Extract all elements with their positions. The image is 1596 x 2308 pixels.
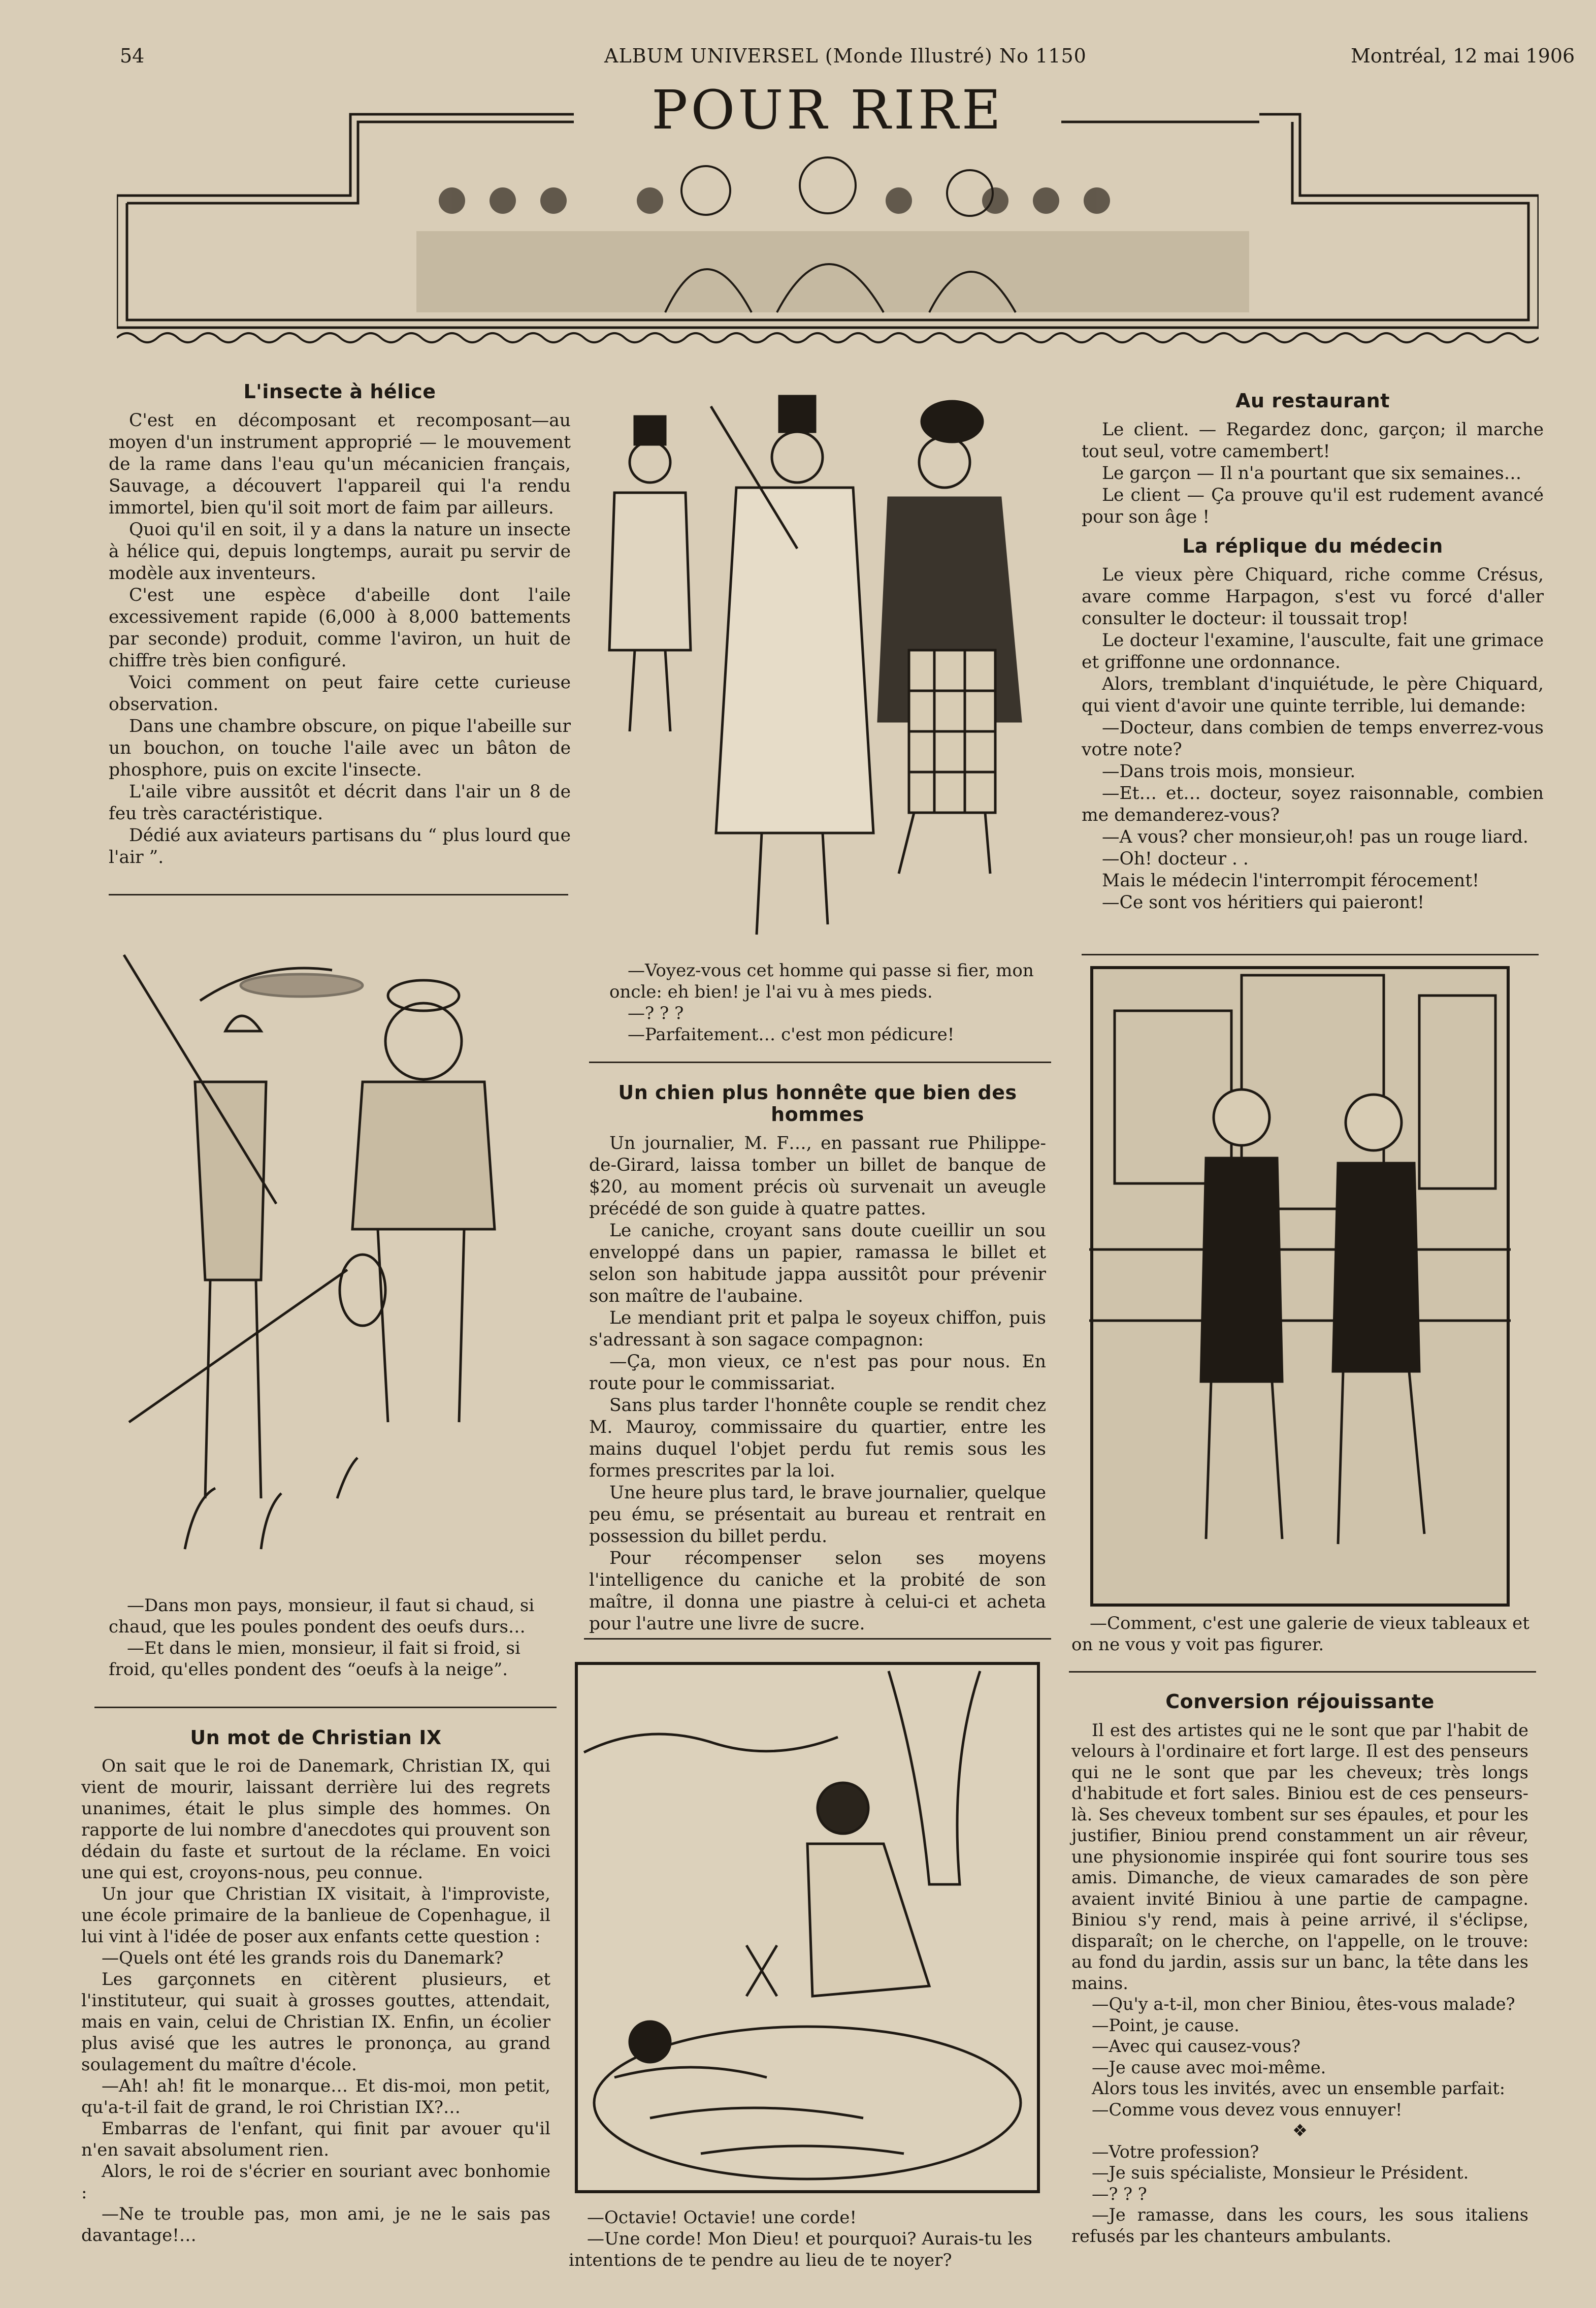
caption-line: —Parfaitement… c'est mon pédicure! (628, 1024, 955, 1045)
article-restaurant (1082, 390, 1544, 914)
paragraph: Le client — Ça prouve qu'il est rudement avancé pour son âge ! (1082, 485, 1544, 527)
caption-line: —Une corde! Mon Dieu! et pourquoi? Aurais-tu les intentions de te pendre au lieu de te noyer? (569, 2229, 1032, 2270)
article-title: Un chien plus honnête que bien des hommes (618, 1081, 1017, 1126)
paragraph: Alors tous les invités, avec un ensemble parfait: (1092, 2078, 1506, 2098)
caption-line: —? ? ? (628, 1003, 684, 1023)
section-title: POUR RIRE (652, 79, 1004, 141)
paragraph: Voici comment on peut faire cette curieuse observation. (109, 672, 571, 715)
page-number: 54 (120, 45, 145, 67)
article-insecte (109, 381, 571, 869)
paragraph: Sans plus tarder l'honnête couple se rendit chez M. Mauroy, commissaire du quartier, entre les mains duquel l'objet perdu fut remis sous les formes prescrites par la loi. (589, 1395, 1046, 1481)
paragraph: —Votre profession? (1092, 2141, 1259, 2162)
paragraph: Un jour que Christian IX visitait, à l'improviste, une école primaire de la banlieue de Copenhague, il lui vint à l'idée de poser aux enfants cette question : (81, 1884, 550, 1947)
paragraph: —Docteur, dans combien de temps enverrez-vous votre note? (1082, 718, 1544, 760)
paragraph: —Je ramasse, dans les cours, les sous italiens refusés par les chanteurs ambulants. (1071, 2205, 1528, 2246)
paragraph: Une heure plus tard, le brave journalier, quelque peu ému, se présentait au bureau et rentrait en possession du billet perdu. (589, 1483, 1046, 1547)
paragraph: Pour récompenser selon ses moyens l'intelligence du caniche et la probité de son maître, il donna une piastre à celui-ci et acheta pour l'autre une livre de sucre. (589, 1548, 1046, 1634)
caption-hunter (109, 1595, 556, 1680)
paragraph: C'est une espèce d'abeille dont l'aile excessivement rapide (6,000 à 8,000 battements par seconde) produit, comme l'aviron, un huit de chiffre très bien configuré. (109, 585, 571, 671)
paragraph: —Dans trois mois, monsieur. (1102, 761, 1356, 782)
paragraph: Quoi qu'il en soit, il y a dans la nature un insecte à hélice qui, depuis longtemps, aurait pu servir de modèle aux inventeurs. (109, 520, 571, 584)
column-rule (94, 1707, 557, 1708)
column-rule (584, 1638, 1051, 1640)
caption-line: —Comment, c'est une galerie de vieux tableaux et on ne vous y voit pas figurer. (1071, 1613, 1529, 1655)
paragraph: Dédié aux aviateurs partisans du “ plus lourd que l'air ”. (109, 825, 571, 868)
paragraph: —Oh! docteur . . (1102, 849, 1249, 869)
cartoon-drawing (574, 1661, 1041, 2194)
article-conversion (1071, 1691, 1528, 2247)
paragraph: Mais le médecin l'interrompit férocement! (1102, 871, 1479, 891)
caption-gallery (1071, 1613, 1539, 1655)
article-title: Au restaurant (1235, 390, 1390, 412)
article-title: Un mot de Christian IX (190, 1726, 442, 1749)
paragraph: Les garçonnets en citèrent plusieurs, et l'instituteur, qui suait à grosses gouttes, attendait, mais en vain, celui de Christian IX. Enfin, un écolier plus avisé que les autres le prononça, au grand soulagement du maître d'école. (81, 1969, 550, 2075)
article-christian-ix (81, 1727, 550, 2246)
publication-title: ALBUM UNIVERSEL (Monde Illustré) No 1150 (604, 45, 1087, 67)
paragraph: Le garçon — Il n'a pourtant que six semaines… (1102, 463, 1522, 484)
paragraph: —A vous? cher monsieur,oh! pas un rouge liard. (1102, 827, 1528, 847)
illustration-octavie (574, 1661, 1041, 2194)
article-title: Conversion réjouissante (1165, 1690, 1435, 1713)
caption-line: —Et dans le mien, monsieur, il fait si froid, si froid, qu'elles pondent des “oeufs à la neige”. (109, 1638, 520, 1680)
column-rule (1082, 954, 1539, 955)
paragraph: Le caniche, croyant sans doute cueillir un sou enveloppé dans un papier, ramassa le billet et selon son habitude jappa aussitôt pour prévenir son maître de l'aubaine. (589, 1221, 1046, 1306)
paragraph: Alors, tremblant d'inquiétude, le père Chiquard, qui vient d'avoir une quinte terrible, lui demande: (1082, 674, 1544, 716)
column-rule (589, 1062, 1051, 1063)
article-title: L'insecte à hélice (243, 380, 436, 403)
caption-line: —Voyez-vous cet homme qui passe si fier, mon oncle: eh bien! je l'ai vu à mes pieds. (609, 960, 1034, 1002)
paragraph: On sait que le roi de Danemark, Christian IX, qui vient de mourir, laissant derrière lui des regrets unanimes, était le plus simple des hommes. On rapporte de lui nombre d'anecdotes qui prouvent son dédain du faste et surtout de la réclame. En voici une qui est, croyons-nous, peu connue. (81, 1756, 550, 1883)
paragraph: Le vieux père Chiquard, riche comme Crésus, avare comme Harpagon, s'est vu forcé d'aller consulter le docteur: il toussait trop! (1082, 565, 1544, 629)
paragraph: —Et… et… docteur, soyez raisonnable, combien me demanderez-vous? (1082, 783, 1544, 825)
paragraph: —Je suis spécialiste, Monsieur le Président. (1092, 2163, 1469, 2183)
paragraph: Un journalier, M. F…, en passant rue Philippe-de-Girard, laissa tomber un billet de banque de $20, au moment précis où survenait un aveugle précédé de son guide à quatre pattes. (589, 1133, 1046, 1219)
caption-line: —Octavie! Octavie! une corde! (587, 2207, 857, 2228)
column-rule (109, 894, 568, 895)
paragraph: —Ah! ah! fit le monarque… Et dis-moi, mon petit, qu'a-t-il fait de grand, le roi Christian IX?… (81, 2076, 550, 2118)
caption-line: —Dans mon pays, monsieur, il faut si chaud, si chaud, que les poules pondent des oeufs durs… (109, 1595, 535, 1637)
article-title: La réplique du médecin (1182, 535, 1443, 557)
paragraph: Alors, le roi de s'écrier en souriant avec bonhomie : (81, 2161, 550, 2203)
paragraph: C'est en décomposant et recomposant—au moyen d'un instrument approprié — le mouvement de la rame dans l'eau qu'un mécanicien français, Sauvage, a découvert l'appareil qui l'a rendu immortel, bien qu'il soit mort de faim par ailleurs. (109, 410, 571, 518)
paragraph: —Ça, mon vieux, ce n'est pas pour nous. En route pour le commissariat. (589, 1352, 1046, 1394)
illustration-three-men (589, 386, 1056, 945)
dateline: Montréal, 12 mai 1906 (1351, 45, 1575, 67)
section-banner (117, 79, 1539, 350)
paragraph: Le client. — Regardez donc, garçon; il marche tout seul, votre camembert! (1082, 420, 1544, 462)
paragraph: —Ce sont vos héritiers qui paieront! (1102, 892, 1424, 913)
paragraph: —? ? ? (1092, 2184, 1147, 2204)
paragraph: L'aile vibre aussitôt et décrit dans l'air un 8 de feu très caractéristique. (109, 782, 571, 824)
paragraph: —Avec qui causez-vous? (1092, 2036, 1300, 2056)
paragraph: —Qu'y a-t-il, mon cher Biniou, êtes-vous malade? (1092, 1994, 1515, 2014)
article-chien (589, 1082, 1046, 1635)
paragraph: —Quels ont été les grands rois du Danemark? (102, 1948, 504, 1968)
ornament-dingbat: ❖ (1292, 2121, 1308, 2140)
paragraph: Il est des artistes qui ne le sont que par l'habit de velours à l'ordinaire et fort large. Il est des penseurs qui ne le sont que par les cheveux; très longs d'habitude et fort sales. Biniou est de ces penseurs-là. Ses cheveux tombent sur ses épaules, et pour les justifier, Biniou prend constamment un air rêveur, une physionomie inspirée qui font sourire tous ses amis. Dimanche, de vieux camarades de son père avaient invité Biniou à une partie de campagne. Biniou s'y rend, mais à peine arrivé, il s'éclipse, disparaît; on le cherche, on l'appelle, on le trouve: au fond du jardin, assis sur un banc, la tête dans les mains. (1071, 1720, 1528, 1993)
column-rule (1069, 1671, 1536, 1673)
paragraph: Le mendiant prit et palpa le soyeux chiffon, puis s'adressant à son sagace compagnon: (589, 1308, 1046, 1350)
paragraph: Dans une chambre obscure, on pique l'abeille sur un bouchon, on touche l'aile avec un bâton de phosphore, puis on excite l'insecte. (109, 716, 571, 780)
paragraph: —Ne te trouble pas, mon ami, je ne le sais pas davantage!… (81, 2204, 550, 2246)
illustration-gallery (1089, 965, 1511, 1610)
paragraph: —Comme vous devez vous ennuyer! (1092, 2099, 1403, 2120)
paragraph: Le docteur l'examine, l'ausculte, fait une grimace et griffonne une ordonnance. (1082, 630, 1544, 672)
cartoon-drawing (1089, 965, 1511, 1610)
caption-octavie (569, 2207, 1041, 2271)
cartoon-drawing (589, 386, 1056, 945)
paragraph: Embarras de l'enfant, qui finit par avouer qu'il n'en savait absolument rien. (81, 2119, 550, 2160)
caption-three-men (609, 960, 1051, 1045)
paragraph: —Je cause avec moi-même. (1092, 2057, 1326, 2077)
cartoon-drawing (109, 914, 556, 1575)
illustration-hunter-and-man (109, 914, 556, 1575)
paragraph: —Point, je cause. (1092, 2015, 1240, 2035)
